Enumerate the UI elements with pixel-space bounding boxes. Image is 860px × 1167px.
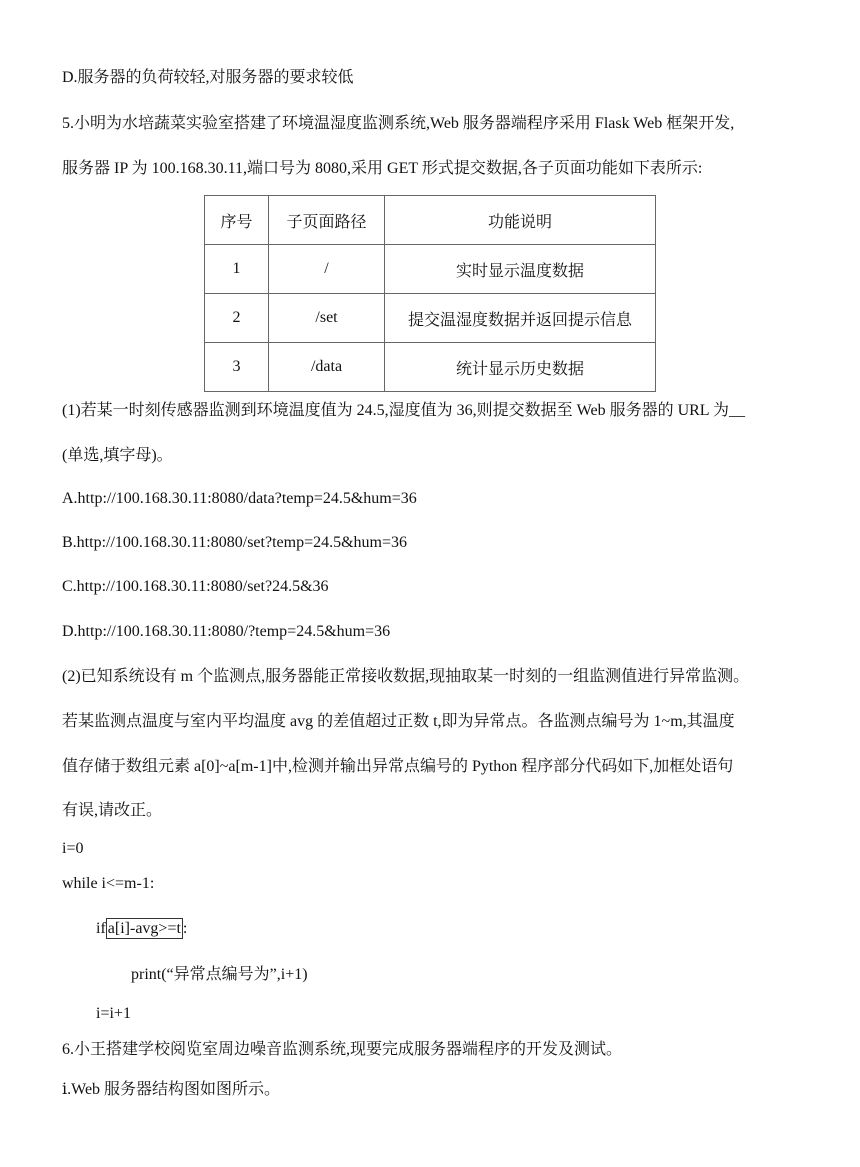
code-if-keyword: if — [96, 920, 106, 937]
table-header: 功能说明 — [385, 196, 656, 245]
table-header-row — [205, 196, 656, 245]
q1-stem: (1)若某一时刻传感器监测到环境温度值为 24.5,湿度值为 36,则提交数据至 Web 服务器的 URL 为__ — [62, 402, 745, 419]
table-row — [205, 294, 656, 343]
question-5-line2: 服务器 IP 为 100.168.30.11,端口号为 8080,采用 GET 形式提交数据,各子页面功能如下表所示: — [62, 160, 703, 177]
table-cell: /set — [269, 294, 385, 343]
table-cell: 实时显示温度数据 — [385, 245, 656, 294]
q2-line1: (2)已知系统设有 m 个监测点,服务器能正常接收数据,现抽取某一时刻的一组监测值进行异常监测。 — [62, 668, 750, 685]
code-line-3 — [96, 919, 187, 939]
table-header: 序号 — [205, 196, 269, 245]
q1-stem-cont: (单选,填字母)。 — [62, 447, 173, 464]
q2-line3: 值存储于数组元素 a[0]~a[m-1]中,检测并输出异常点编号的 Python 程序部分代码如下,加框处语句 — [62, 758, 734, 775]
question-5-line1: 5.小明为水培蔬菜实验室搭建了环境温湿度监测系统,Web 服务器端程序采用 Flask Web 框架开发, — [62, 115, 735, 132]
q1-option-a: A.http://100.168.30.11:8080/data?temp=24.5&hum=36 — [62, 490, 417, 507]
table-cell: 提交温湿度数据并返回提示信息 — [385, 294, 656, 343]
q1-option-d: D.http://100.168.30.11:8080/?temp=24.5&hum=36 — [62, 623, 391, 640]
subpage-table — [204, 195, 656, 392]
question-6-line1: 6.小王搭建学校阅览室周边噪音监测系统,现要完成服务器端程序的开发及测试。 — [62, 1041, 623, 1058]
q2-line2: 若某监测点温度与室内平均温度 avg 的差值超过正数 t,即为异常点。各监测点编号为 1~m,其温度 — [62, 713, 735, 730]
table-cell: 1 — [205, 245, 269, 294]
code-line-5: i=i+1 — [96, 1005, 131, 1022]
table-cell: /data — [269, 343, 385, 392]
table-row — [205, 343, 656, 392]
table-cell: 2 — [205, 294, 269, 343]
code-colon: : — [182, 920, 188, 937]
table-cell: / — [269, 245, 385, 294]
code-line-2: while i<=m-1: — [62, 875, 155, 892]
table-cell: 3 — [205, 343, 269, 392]
table-row — [205, 245, 656, 294]
q1-option-c: C.http://100.168.30.11:8080/set?24.5&36 — [62, 578, 329, 595]
q2-line4: 有误,请改正。 — [62, 802, 163, 819]
table-cell: 统计显示历史数据 — [385, 343, 656, 392]
boxed-statement: a[i]-avg>=t — [107, 920, 181, 937]
code-line-1: i=0 — [62, 840, 84, 857]
q1-option-b: B.http://100.168.30.11:8080/set?temp=24.5&hum=36 — [62, 534, 407, 551]
code-line-4: print(“异常点编号为”,i+1) — [131, 966, 308, 983]
option-d-prev: D.服务器的负荷较轻,对服务器的要求较低 — [62, 69, 354, 86]
question-6-line2: ⅰ.Web 服务器结构图如图所示。 — [62, 1081, 281, 1098]
table-header: 子页面路径 — [269, 196, 385, 245]
